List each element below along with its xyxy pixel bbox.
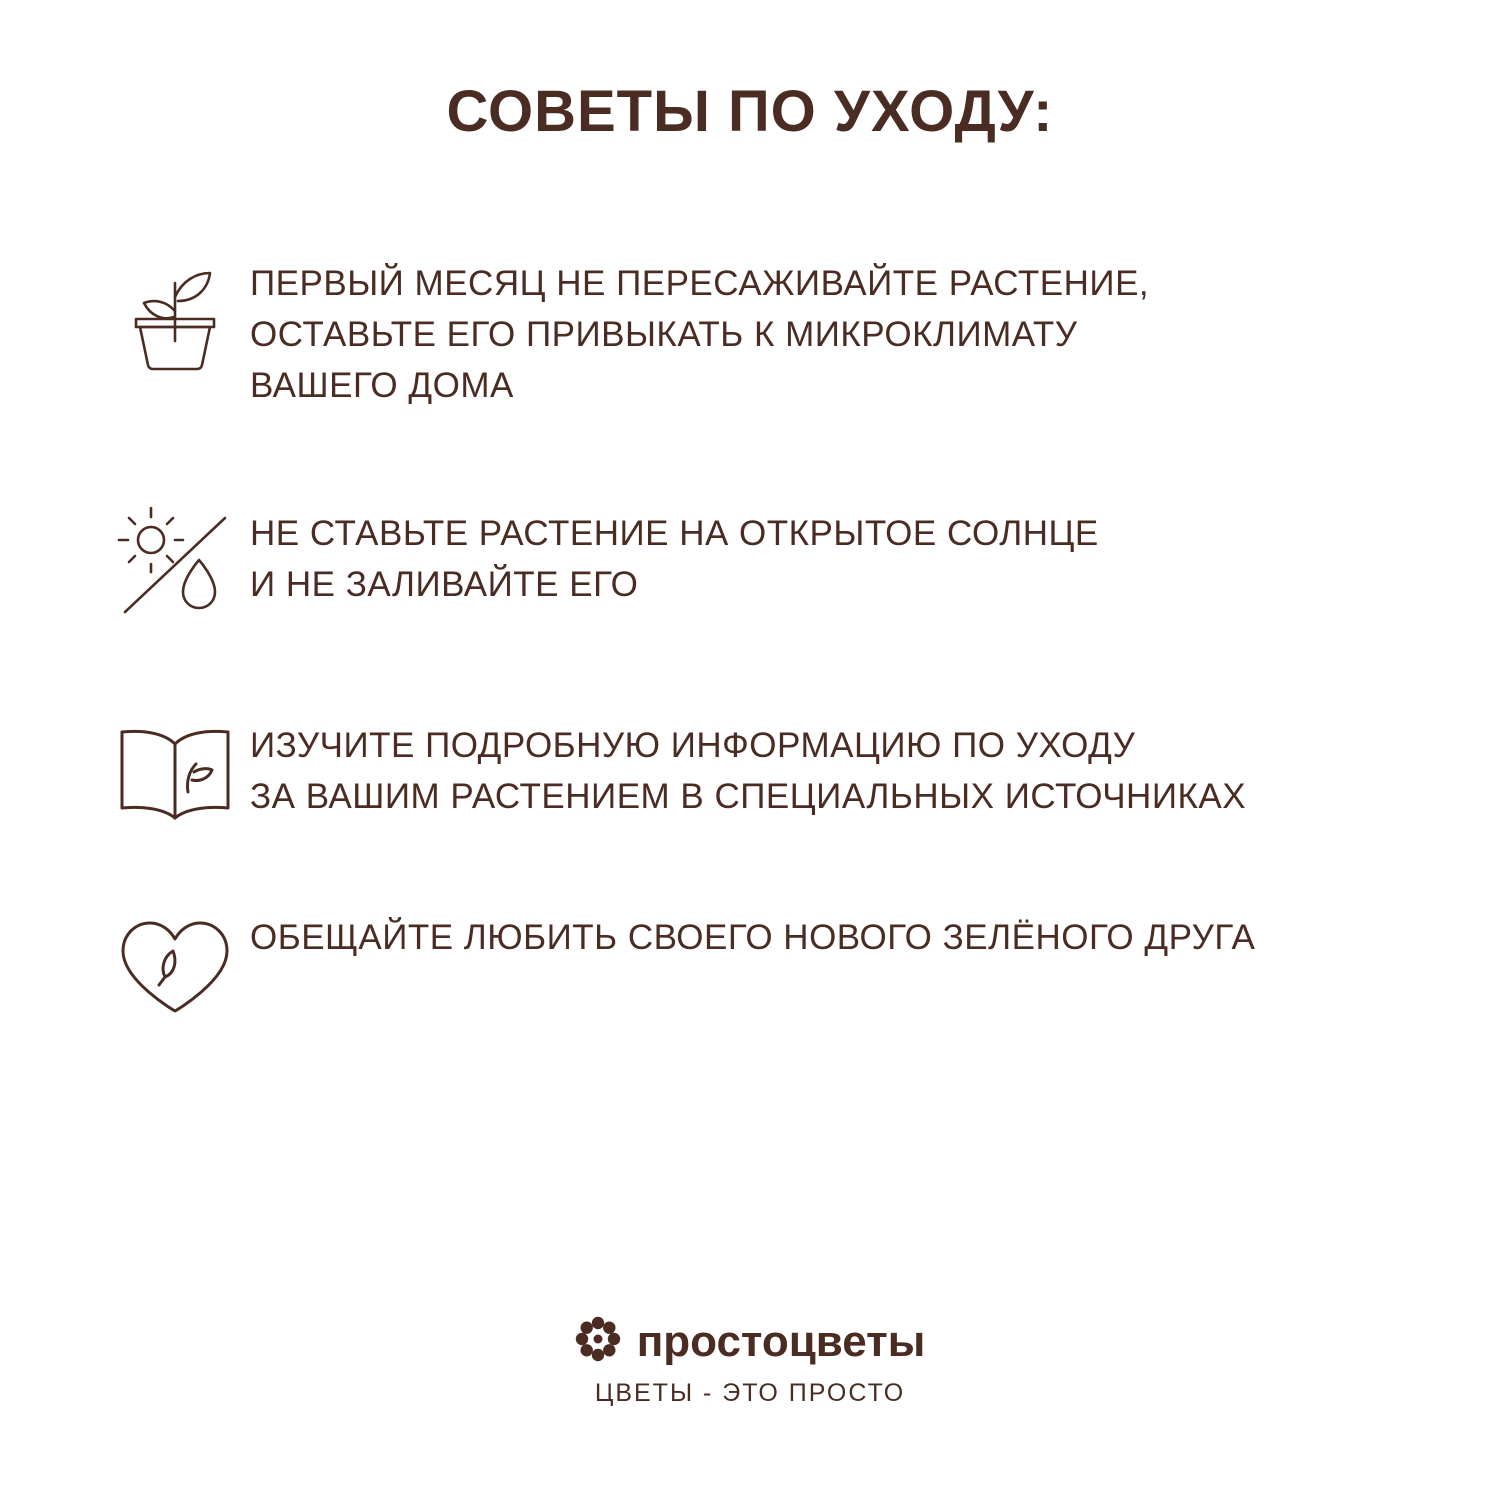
heart-leaf-icon [100,907,250,1027]
tip-line: ВАШЕГО ДОМА [250,365,514,405]
potted-plant-icon [100,253,250,373]
flower-logo-icon [575,1316,621,1367]
list-item-text [250,907,1440,964]
page-title: СОВЕТЫ ПО УХОДУ: [446,79,1054,144]
tip-line: И НЕ ЗАЛИВАЙТЕ ЕГО [250,565,639,604]
tips-list [0,253,1500,1027]
list-item [100,253,1440,411]
open-book-icon [100,715,250,835]
brand-row [0,1316,1500,1367]
list-item-text [250,503,1440,611]
tip-line: ИЗУЧИТЕ ПОДРОБНУЮ ИНФОРМАЦИЮ ПО УХОДУ [250,726,1136,766]
brand-name: простоцветы [636,1316,926,1366]
tip-line: ОСТАВЬТЕ ЕГО ПРИВЫКАТЬ К МИКРОКЛИМАТУ [250,314,1078,354]
brand-tagline: ЦВЕТЫ - ЭТО ПРОСТО [594,1379,906,1407]
tip-line: НЕ СТАВЬТЕ РАСТЕНИЕ НА ОТКРЫТОЕ СОЛНЦЕ [250,514,1099,554]
list-item [100,503,1440,623]
no-sun-no-water-icon [100,503,250,623]
tip-line: ОБЕЩАЙТЕ ЛЮБИТЬ СВОЕГО НОВОГО ЗЕЛЁНОГО ДРУГА [250,918,1256,958]
list-item [100,907,1440,1027]
tip-line: ЗА ВАШИМ РАСТЕНИЕМ В СПЕЦИАЛЬНЫХ ИСТОЧНИКАХ [250,777,1247,816]
tip-line: ПЕРВЫЙ МЕСЯЦ НЕ ПЕРЕСАЖИВАЙТЕ РАСТЕНИЕ, [250,264,1150,303]
list-item-text [250,253,1440,411]
brand-footer [0,1316,1500,1408]
list-item-text [250,715,1440,823]
list-item [100,715,1440,835]
